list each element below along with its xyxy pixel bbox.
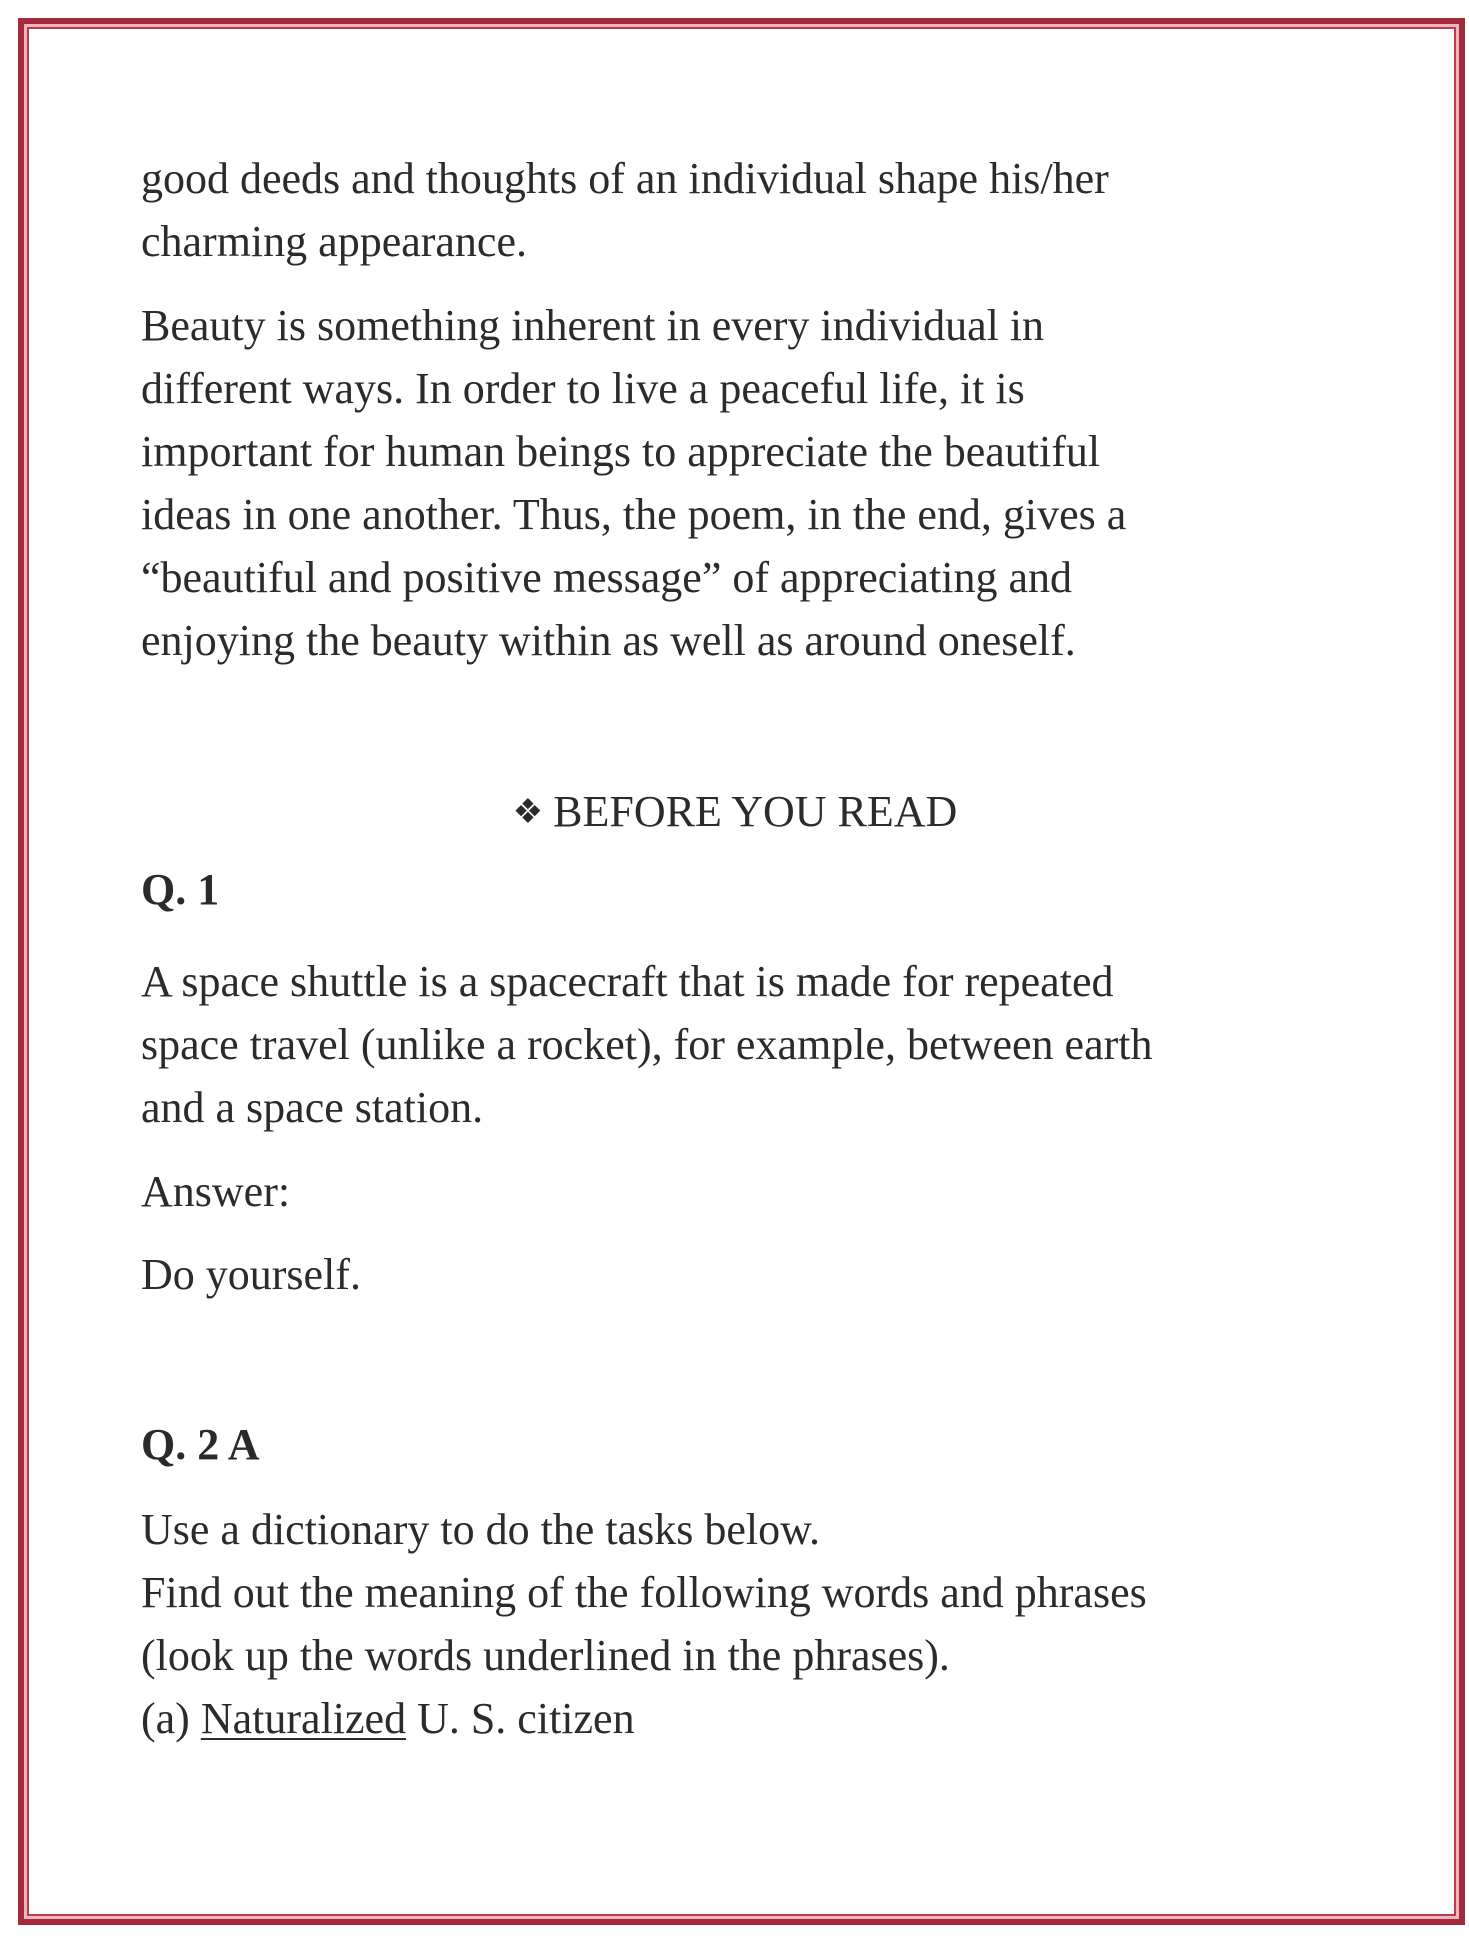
item-a-underlined-word: Naturalized: [200, 1694, 407, 1743]
section-heading-label: BEFORE YOU READ: [553, 787, 958, 836]
question-2a-line: (look up the words underlined in the phrases).: [141, 1631, 950, 1680]
question-2a-item-a: [141, 1694, 635, 1743]
section-heading: [141, 787, 1329, 836]
diamond-bullet-icon: ❖: [512, 794, 544, 831]
question-1-line: space travel (unlike a rocket), for example, between earth: [141, 1020, 1153, 1069]
paragraph-line: ideas in one another. Thus, the poem, in the end, gives a: [141, 490, 1127, 539]
question-2a-line: Use a dictionary to do the tasks below.: [141, 1505, 820, 1554]
paragraph-line: charming appearance.: [141, 217, 527, 266]
item-a-suffix: U. S. citizen: [406, 1694, 635, 1743]
paragraph-line: enjoying the beauty within as well as around oneself.: [141, 616, 1076, 665]
question-1-label: Q. 1: [141, 865, 220, 914]
question-2a-line: Find out the meaning of the following words and phrases: [141, 1568, 1147, 1617]
answer-text: Do yourself.: [141, 1250, 361, 1299]
paragraph-line: good deeds and thoughts of an individual shape his/her: [141, 154, 1109, 203]
paragraph-line: different ways. In order to live a peaceful life, it is: [141, 364, 1025, 413]
item-a-prefix: (a): [141, 1694, 201, 1743]
answer-label: Answer:: [141, 1167, 291, 1216]
paragraph-line: Beauty is something inherent in every individual in: [141, 301, 1045, 350]
paragraph-line: “beautiful and positive message” of appreciating and: [141, 553, 1072, 602]
question-1-line: and a space station.: [141, 1083, 484, 1132]
question-1-line: A space shuttle is a spacecraft that is made for repeated: [141, 957, 1114, 1006]
question-2a-label: Q. 2 A: [141, 1420, 260, 1469]
paragraph-line: important for human beings to appreciate the beautiful: [141, 427, 1101, 476]
